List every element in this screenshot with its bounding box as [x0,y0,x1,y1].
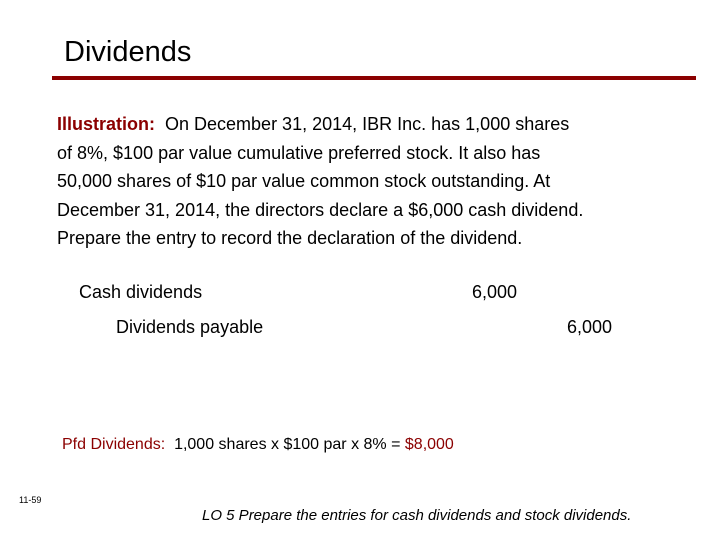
journal-debit-account: Cash dividends [79,282,203,302]
title-divider [52,76,696,80]
slide-number: 11-59 [19,495,42,505]
illustration-line-4: December 31, 2014, the directors declare a $6,000 cash dividend. [57,199,584,220]
illustration-lead: Illustration: [57,114,155,134]
journal-credit-amount: 6,000 [567,317,613,337]
learning-objective: LO 5 Prepare the entries for cash dividends and stock dividends. [202,507,632,524]
illustration-line-1 [57,110,697,139]
journal-credit-account: Dividends payable [116,317,264,337]
illustration-line-2: of 8%, $100 par value cumulative preferred stock. It also has [57,142,541,163]
calc-label: Pfd Dividends: [62,436,166,453]
illustration-paragraph [57,110,697,253]
illustration-text-1: On December 31, 2014, IBR Inc. has 1,000 shares [165,114,570,134]
calc-formula: 1,000 shares x $100 par x 8% = [174,436,401,453]
illustration-line-5: Prepare the entry to record the declaration of the dividend. [57,228,523,248]
preferred-dividend-calculation [62,434,454,456]
calc-result: $8,000 [404,436,454,453]
journal-debit-amount: 6,000 [472,282,518,302]
illustration-line-3: 50,000 shares of $10 par value common stock outstanding. At [57,171,551,191]
slide-title: Dividends [64,36,192,68]
